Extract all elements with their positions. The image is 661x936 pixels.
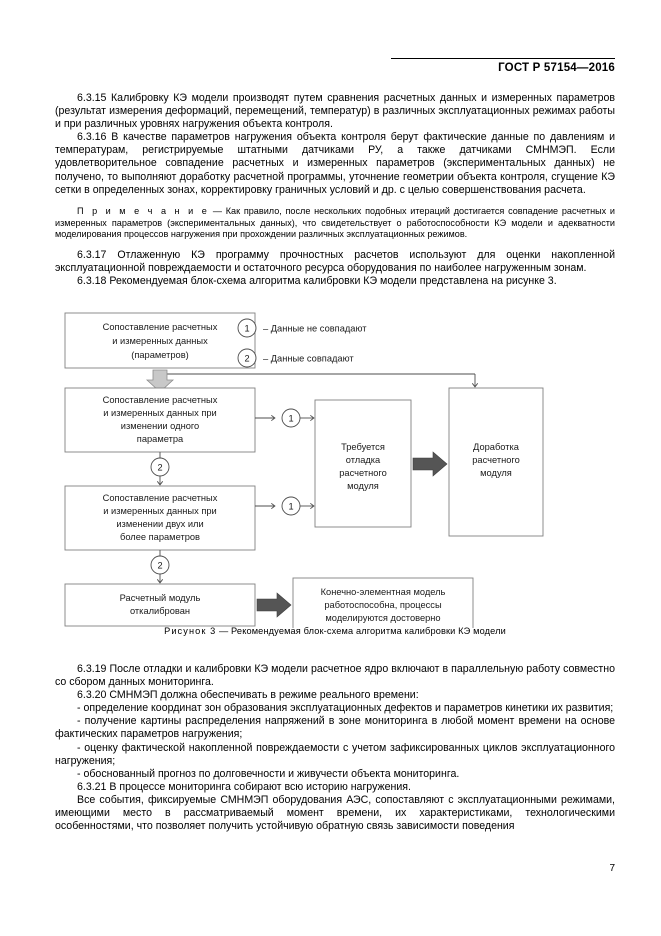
legend-marker-1: 1 bbox=[244, 323, 250, 334]
note-label: П р и м е ч а н и е bbox=[77, 205, 210, 216]
box-debug-line-1: отладка bbox=[345, 455, 381, 465]
marker-match-1: 2 bbox=[157, 462, 163, 473]
paragraph-6-3-20: 6.3.20 СМНМЭП должна обеспечивать в режиме реального времени: bbox=[77, 689, 419, 702]
figure-caption-prefix: Рисунок 3 bbox=[164, 626, 217, 636]
figure-caption bbox=[55, 626, 615, 636]
standard-title: ГОСТ Р 57154—2016 bbox=[498, 62, 615, 74]
paragraph-6-3-21: 6.3.21 В процессе мониторинга собирают всю историю нагружения. bbox=[77, 780, 411, 793]
box-start-line-2: (параметров) bbox=[131, 350, 189, 360]
flow-box-calibrated bbox=[65, 584, 255, 626]
arrow-calibrated-to-result bbox=[257, 593, 291, 617]
bullet-item-1: - определение координат зон образования эксплуатационных дефектов и параметров кинетики их развития; bbox=[77, 702, 614, 715]
flow-box-result bbox=[293, 578, 473, 628]
connector-two-param-to-calibrated bbox=[151, 550, 169, 582]
paragraph-6-3-19: 6.3.19 После отладки и калибровки КЭ модели расчетное ядро включают в параллельную работу совместно со сбором данных мониторинга. bbox=[55, 663, 615, 689]
paragraph-6-3-18: 6.3.18 Рекомендуемая блок-схема алгоритма калибровки КЭ модели представлена на рисунке 3. bbox=[77, 275, 557, 288]
box-rework-line-2: модуля bbox=[480, 468, 512, 478]
paragraph-final: Все события, фиксируемые СМНМЭП оборудования АЭС, сопоставляют с эксплуатационными режимами, имеющими место в рассматриваемый момент времени, их характеристиками, технологическими особенностями, что позволяет получить устойчивую обратную связь зависимости поведения bbox=[55, 793, 615, 833]
box-two-param-line-0: Сопоставление расчетных bbox=[102, 493, 218, 503]
flow-box-debug-needed bbox=[315, 400, 411, 527]
legend-label-2: – Данные совпадают bbox=[263, 353, 354, 364]
connector-one-param-no-match bbox=[255, 409, 313, 427]
bullet-item-4: - обоснованный прогноз по долговечности и живучести объекта мониторинга. bbox=[77, 767, 460, 780]
box-result-line-2: моделируются достоверно bbox=[325, 613, 441, 623]
paragraph-6-3-15: 6.3.15 Калибровку КЭ модели производят путем сравнения расчетных данных и измеренных параметров (результат измерения деформаций, перемещений, температур) в различных эксплуатационных режимах работы и при различных уровнях нагружения объекта контроля. bbox=[55, 92, 615, 131]
box-one-param-line-0: Сопоставление расчетных bbox=[102, 395, 218, 405]
header-rule bbox=[391, 58, 615, 59]
marker-no-match-2: 1 bbox=[288, 501, 294, 512]
paragraph-6-3-17: 6.3.17 Отлаженную КЭ программу прочностных расчетов используют для оценки накопленной эксплуатационной повреждаемости и остаточного ресурса оборудования по наиболее нагруженным зонам. bbox=[55, 249, 615, 275]
note-text: — Как правило, после нескольких подобных итераций достигается совпадение расчетных и измеренных параметров (экспериментальных данных), что свидетельствует о работоспособности КЭ модели и адекватности моделирования процессов нагружения при прохождении различных эксплуатационных режимов. bbox=[55, 205, 615, 240]
bullet-item-3: - оценку фактической накопленной повреждаемости с учетом зафиксированных циклов эксплуатационного нагружения; bbox=[55, 741, 615, 767]
flowchart-legend bbox=[238, 319, 367, 367]
flow-box-one-param bbox=[65, 388, 255, 452]
flow-box-two-param bbox=[65, 486, 255, 550]
connector-one-to-two-param bbox=[151, 452, 169, 484]
feedback-connectors bbox=[165, 374, 475, 386]
box-calibrated-line-0: Расчетный модуль bbox=[119, 593, 201, 603]
box-debug-line-0: Требуется bbox=[341, 442, 385, 452]
figure-caption-text: — Рекомендуемая блок-схема алгоритма калибровки КЭ модели bbox=[216, 626, 506, 636]
box-one-param-line-2: изменении одного bbox=[120, 421, 200, 431]
arrow-debug-to-rework bbox=[413, 452, 447, 476]
legend-marker-2: 2 bbox=[244, 353, 250, 364]
box-debug-line-2: расчетного bbox=[339, 468, 387, 478]
box-start-line-0: Сопоставление расчетных bbox=[102, 322, 218, 332]
flow-box-rework bbox=[449, 388, 543, 536]
page-header bbox=[55, 58, 615, 80]
marker-match-2: 2 bbox=[157, 560, 163, 571]
box-calibrated-line-1: откалиброван bbox=[129, 606, 191, 616]
box-debug-line-3: модуля bbox=[347, 481, 379, 491]
note-block bbox=[55, 206, 615, 241]
box-rework-line-1: расчетного bbox=[472, 455, 520, 465]
box-start-line-1: и измеренных данных bbox=[112, 336, 208, 346]
connector-two-param-no-match bbox=[255, 497, 313, 515]
box-rework-line-0: Доработка bbox=[473, 442, 519, 452]
marker-no-match-1: 1 bbox=[288, 413, 294, 424]
box-result-line-1: работоспособна, процессы bbox=[324, 600, 442, 610]
box-result-line-0: Конечно-элементная модель bbox=[320, 587, 446, 597]
figure-3 bbox=[55, 308, 615, 653]
flow-box-start bbox=[65, 313, 255, 368]
body-text-upper bbox=[55, 92, 615, 288]
box-two-param-line-2: изменении двух или bbox=[116, 519, 204, 529]
box-one-param-line-1: и измеренных данных при bbox=[103, 408, 217, 418]
flowchart-canvas bbox=[55, 308, 615, 628]
box-two-param-line-3: более параметров bbox=[120, 532, 200, 542]
legend-label-1: – Данные не совпадают bbox=[263, 323, 367, 334]
paragraph-6-3-16: 6.3.16 В качестве параметров нагружения объекта контроля берут фактические данные по давлениям и температурам, регистрируемые штатными датчиками РУ, а также датчиками СМНМЭП. Если удовлетворительное совпадение расчетных и измеренных параметров (экспериментальных данных) не получено, то выполняют доработку расчетной программы, уточнение геометрии объекта контроля, сгущение КЭ сетки в определенных зонах, корректировку граничных условий и др. с целью совершенствования расчета. bbox=[55, 131, 615, 196]
box-two-param-line-1: и измеренных данных при bbox=[103, 506, 217, 516]
bullet-item-2: - получение картины распределения напряжений в зоне мониторинга в любой момент времени на основе фактических параметров нагружения; bbox=[55, 715, 615, 741]
page-number: 7 bbox=[609, 863, 615, 874]
box-one-param-line-3: параметра bbox=[136, 434, 184, 444]
body-text-lower bbox=[55, 663, 615, 833]
